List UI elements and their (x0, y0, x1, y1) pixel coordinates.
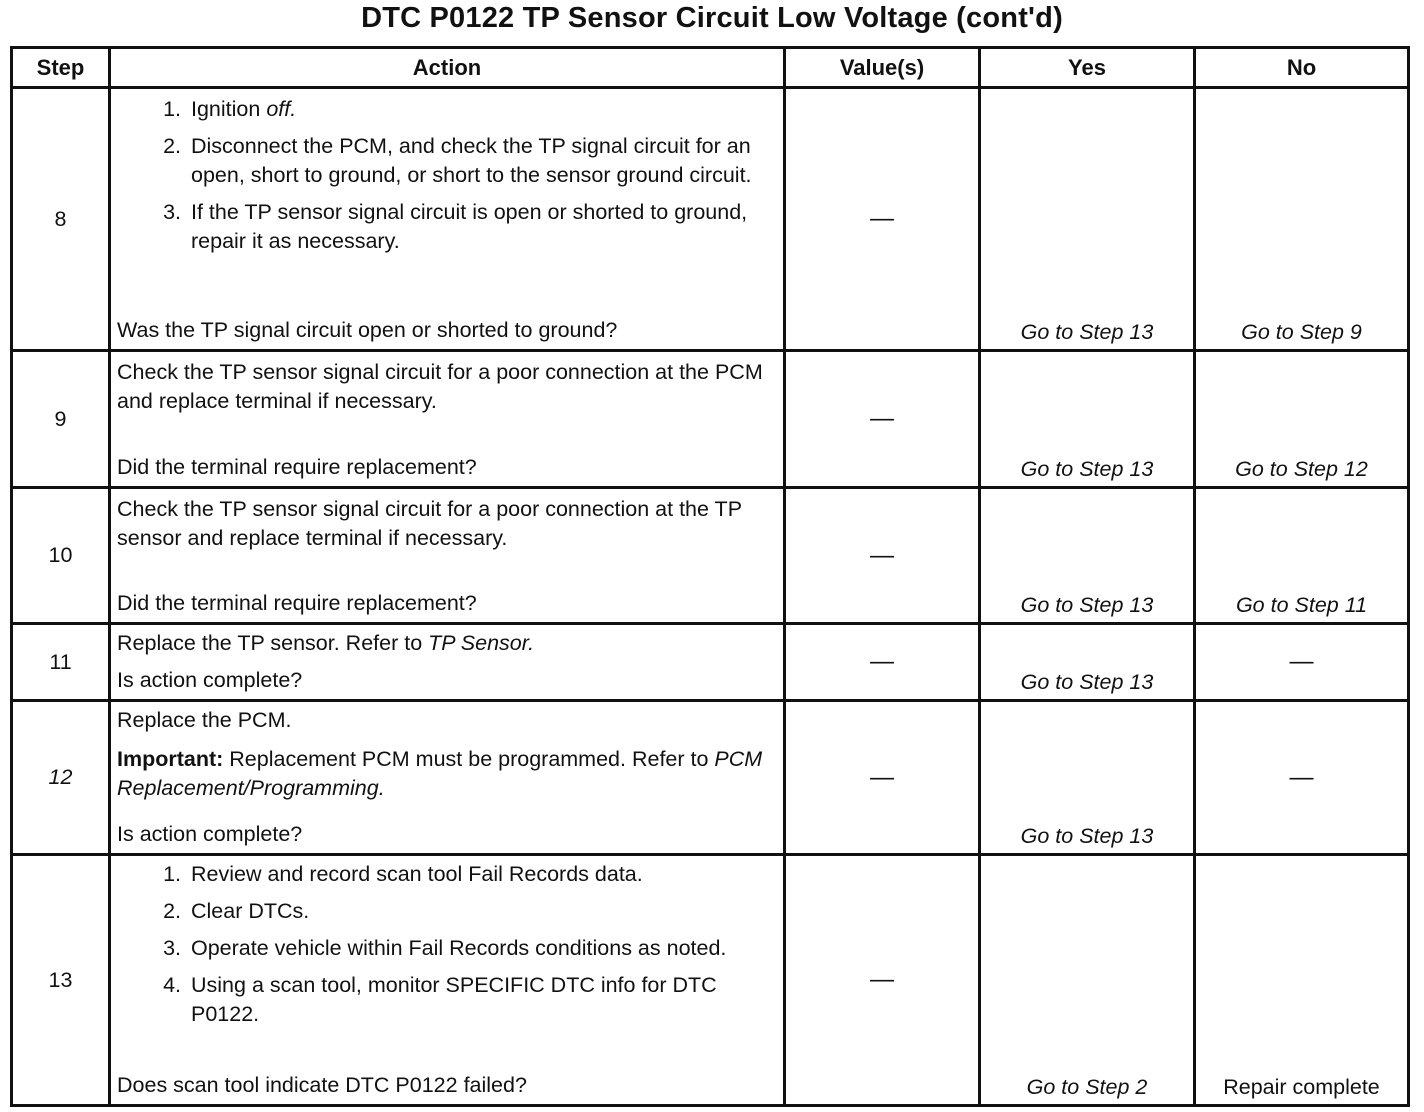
action-text: Check the TP sensor signal circuit for a poor connection at the TP sensor and replace terminal if necessary. (117, 497, 742, 550)
action-question: Did the terminal require replacement? (117, 455, 477, 479)
table-row (12, 624, 1409, 701)
list-item: 3. Operate vehicle within Fail Records conditions as noted. (163, 936, 727, 960)
list-item: 2. Clear DTCs. (163, 899, 310, 923)
list-item: 1. Review and record scan tool Fail Records data. (163, 862, 643, 886)
action-question: Was the TP signal circuit open or shorted to ground? (117, 318, 618, 342)
action-cell (110, 701, 785, 855)
step-number: 13 (12, 855, 110, 1106)
action-cell (110, 855, 785, 1106)
action-question: Is action complete? (117, 822, 303, 846)
value-cell: — (785, 351, 980, 488)
action-question: Did the terminal require replacement? (117, 591, 477, 615)
step-number: 9 (12, 351, 110, 488)
table-row (12, 855, 1409, 1106)
yes-cell: Go to Step 13 (980, 624, 1195, 701)
table-row (12, 351, 1409, 488)
value-cell: — (785, 855, 980, 1106)
value-cell: — (785, 701, 980, 855)
action-list (117, 95, 775, 264)
list-item: 1. Ignition off. (163, 97, 297, 121)
table-row (12, 488, 1409, 624)
step-number: 12 (12, 701, 110, 855)
action-text: Replace the PCM. (117, 708, 292, 732)
no-cell: — (1195, 624, 1409, 701)
action-cell (110, 351, 785, 488)
table-row (12, 88, 1409, 351)
step-number: 10 (12, 488, 110, 624)
yes-cell: Go to Step 13 (980, 88, 1195, 351)
action-list (117, 860, 775, 1037)
reference-link: TP Sensor. (428, 631, 535, 655)
value-cell: — (785, 488, 980, 624)
value-cell: — (785, 88, 980, 351)
action-question: Is action complete? (117, 668, 303, 692)
no-cell: Repair complete (1195, 855, 1409, 1106)
action-question: Does scan tool indicate DTC P0122 failed? (117, 1073, 527, 1097)
value-cell: — (785, 624, 980, 701)
page-title: DTC P0122 TP Sensor Circuit Low Voltage (cont'd) (361, 2, 1063, 34)
table-header-row (12, 48, 1409, 88)
yes-cell: Go to Step 13 (980, 488, 1195, 624)
action-cell (110, 624, 785, 701)
no-cell: — (1195, 701, 1409, 855)
yes-cell: Go to Step 2 (980, 855, 1195, 1106)
action-text: Replace the TP sensor. Refer to TP Sensor. (117, 631, 535, 655)
action-text: Check the TP sensor signal circuit for a poor connection at the PCM and replace terminal if necessary. (117, 360, 763, 413)
important-note: Important: Replacement PCM must be programmed. Refer to PCM Replacement/Programming. (117, 747, 763, 800)
action-cell (110, 88, 785, 351)
header-step: Step (12, 48, 110, 88)
step-number: 8 (12, 88, 110, 351)
no-cell: Go to Step 9 (1195, 88, 1409, 351)
no-cell: Go to Step 12 (1195, 351, 1409, 488)
list-item: 2. Disconnect the PCM, and check the TP signal circuit for an open, short to ground, or short to the sensor ground circuit. (163, 134, 752, 187)
yes-cell: Go to Step 13 (980, 701, 1195, 855)
reference-link: PCM Replacement/Programming. (117, 747, 763, 800)
yes-cell: Go to Step 13 (980, 351, 1195, 488)
diagnostic-table (10, 46, 1410, 1107)
table-row (12, 701, 1409, 855)
header-values: Value(s) (785, 48, 980, 88)
action-cell (110, 488, 785, 624)
header-action: Action (110, 48, 785, 88)
step-number: 11 (12, 624, 110, 701)
list-item: 4. Using a scan tool, monitor SPECIFIC DTC info for DTC P0122. (163, 973, 717, 1026)
no-cell: Go to Step 11 (1195, 488, 1409, 624)
header-yes: Yes (980, 48, 1195, 88)
header-no: No (1195, 48, 1409, 88)
list-item: 3. If the TP sensor signal circuit is open or shorted to ground, repair it as necessary. (163, 200, 748, 253)
